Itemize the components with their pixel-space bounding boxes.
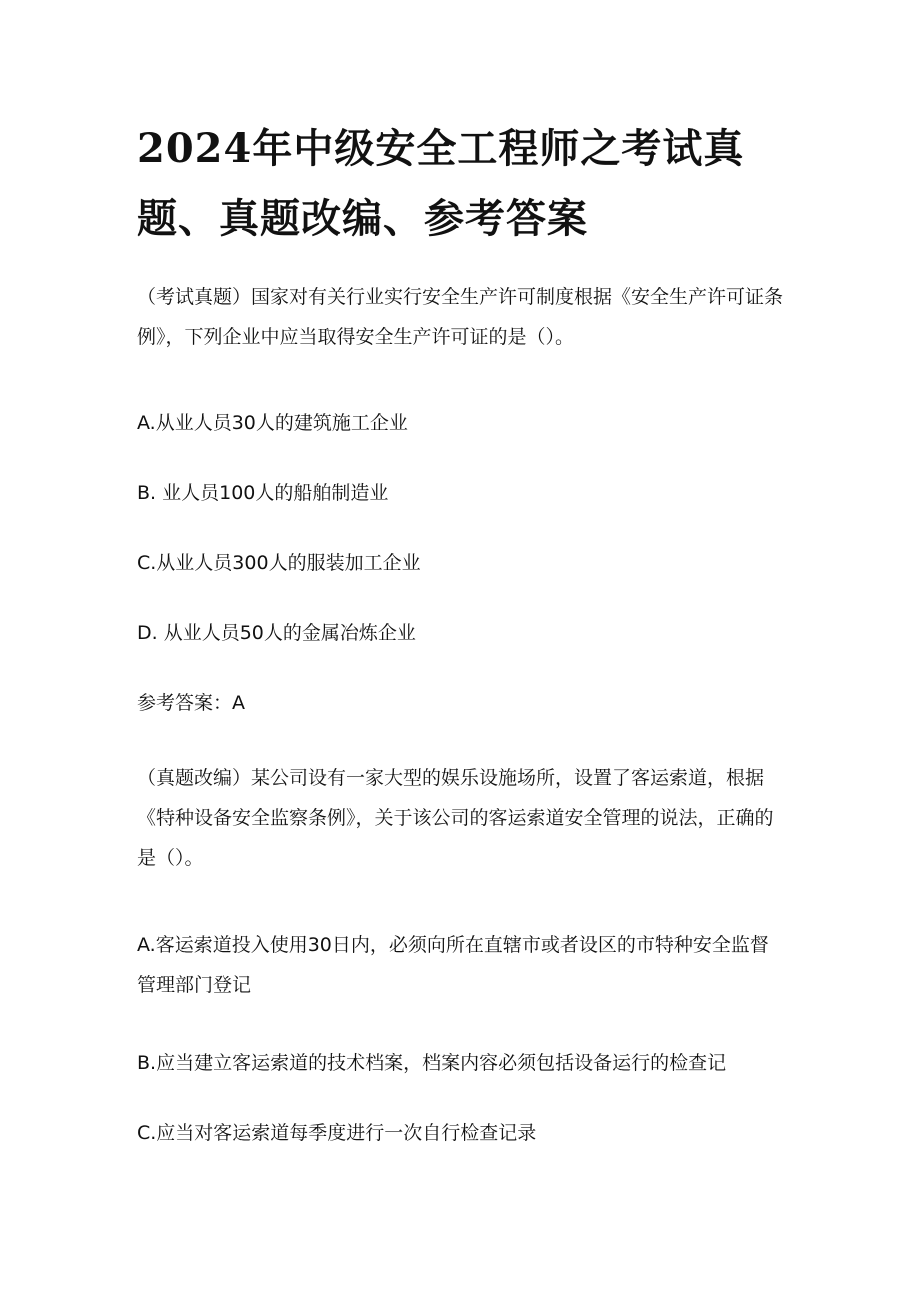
question-1-option-a: A.从业人员30人的建筑施工企业 (137, 412, 408, 434)
question-1-answer: 参考答案：A (137, 692, 245, 714)
question-1-option-c: C.从业人员300人的服装加工企业 (137, 552, 421, 574)
question-2-stem: （真题改编）某公司设有一家大型的娱乐设施场所，设置了客运索道，根据《特种设备安全监察条例》，关于该公司的客运索道安全管理的说法，正确的是（）。 (137, 767, 774, 869)
question-1-option-d: D. 从业人员50人的金属冶炼企业 (137, 622, 416, 644)
document-title: 2024年中级安全工程师之考试真题、真题改编、参考答案 (137, 125, 745, 242)
question-2-option-c: C.应当对客运索道每季度进行一次自行检查记录 (137, 1122, 537, 1144)
question-2-option-b: B.应当建立客运索道的技术档案，档案内容必须包括设备运行的检查记 (137, 1052, 727, 1074)
question-1-stem: （考试真题）国家对有关行业实行安全生产许可制度根据《安全生产许可证条例》，下列企业中应当取得安全生产许可证的是（）。 (137, 286, 784, 348)
question-2-option-a: A.客运索道投入使用30日内，必须向所在直辖市或者设区的市特种安全监督管理部门登记 (137, 934, 769, 996)
question-1-option-b: B. 业人员100人的船舶制造业 (137, 482, 389, 504)
